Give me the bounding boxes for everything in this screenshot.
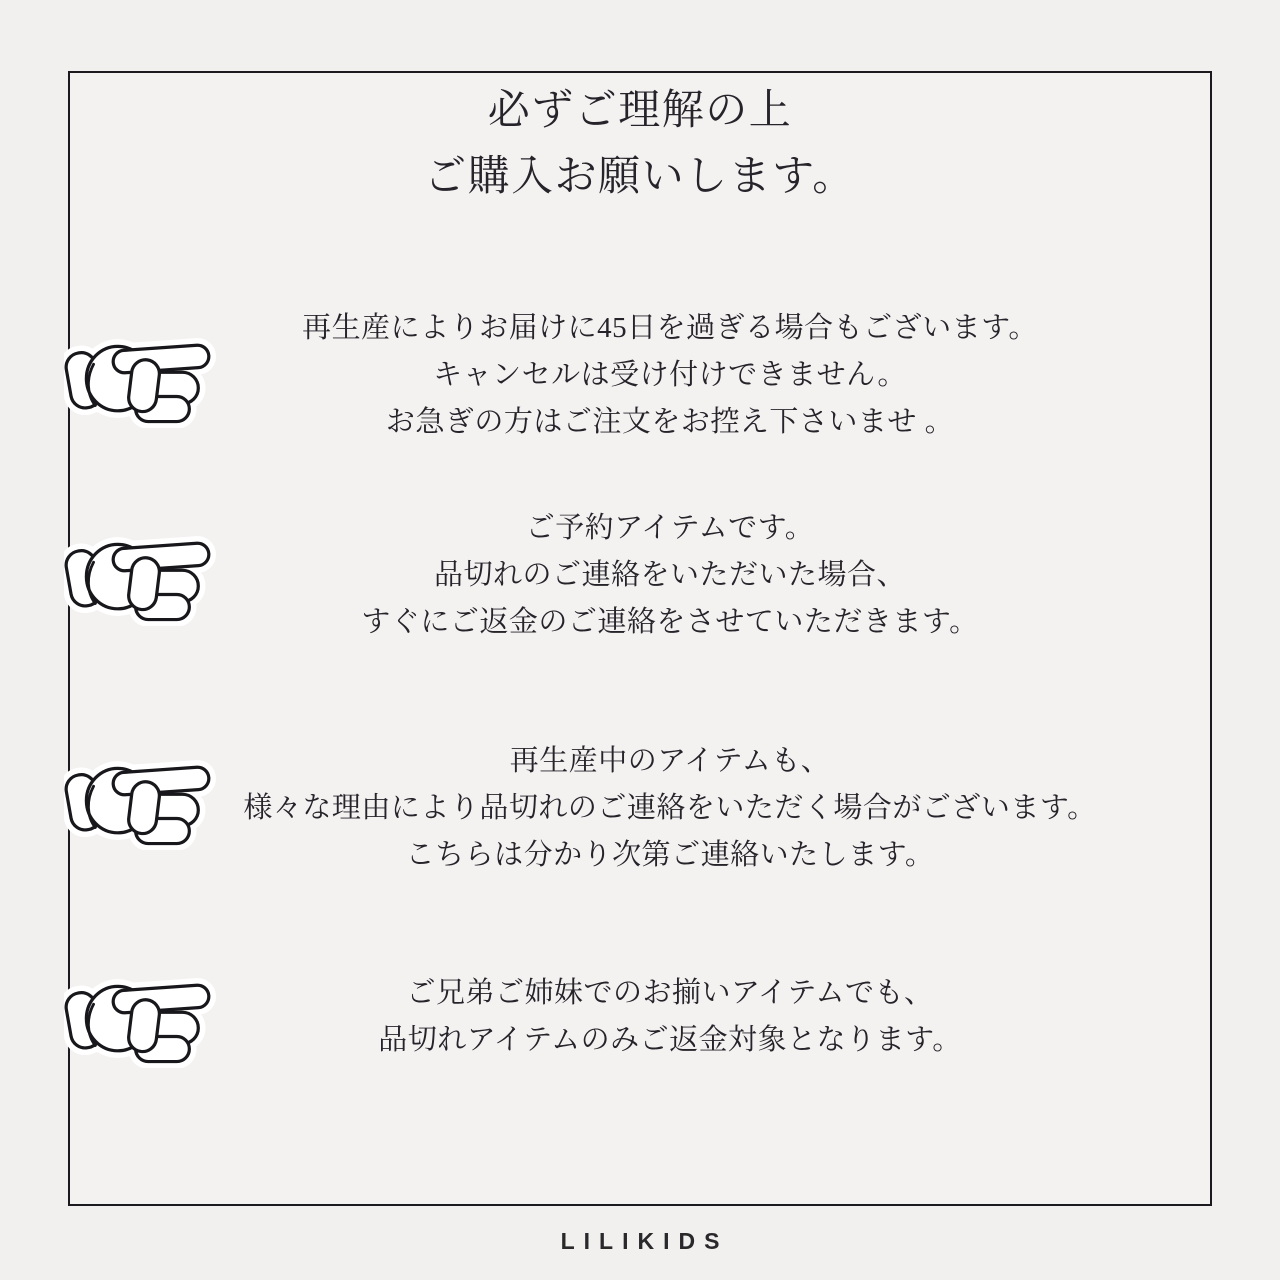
page-title [0,78,1280,210]
notice-text [0,505,1280,646]
notice-line: お急ぎの方はご注文をお控え下さいませ 。 [385,406,955,438]
notice-item-2 [0,505,1280,646]
notice-item-3 [0,738,1280,879]
notice-line: ご兄弟ご姉妹でのお揃いアイテムでも、 [406,977,934,1009]
page-title-line2: ご購入お願いします。 [424,154,856,200]
notice-text [0,970,1280,1064]
notice-line: すぐにご返金のご連絡をさせていただきます。 [361,606,979,638]
notice-line: 品切れアイテムのみご返金対象となります。 [378,1024,962,1056]
notice-line: 様々な理由により品切れのご連絡をいただく場合がございます。 [243,792,1097,824]
notice-line: ご予約アイテムです。 [525,512,815,544]
notice-line: 再生産によりお届けに45日を過ぎる場合もございます。 [302,312,1038,344]
page-title-line1: 必ずご理解の上 [487,88,793,134]
notice-line: こちらは分かり次第ご連絡いたします。 [405,839,935,871]
notice-item-4 [0,970,1280,1064]
notice-line: 品切れのご連絡をいただいた場合、 [433,559,906,591]
notice-text [0,305,1280,446]
notice-text [0,738,1280,879]
notice-line: キャンセルは受け付けできません。 [433,359,907,391]
brand-logo: LILIKIDS [560,1228,729,1254]
notice-item-1 [0,305,1280,446]
notice-line: 再生産中のアイテムも、 [509,745,831,777]
